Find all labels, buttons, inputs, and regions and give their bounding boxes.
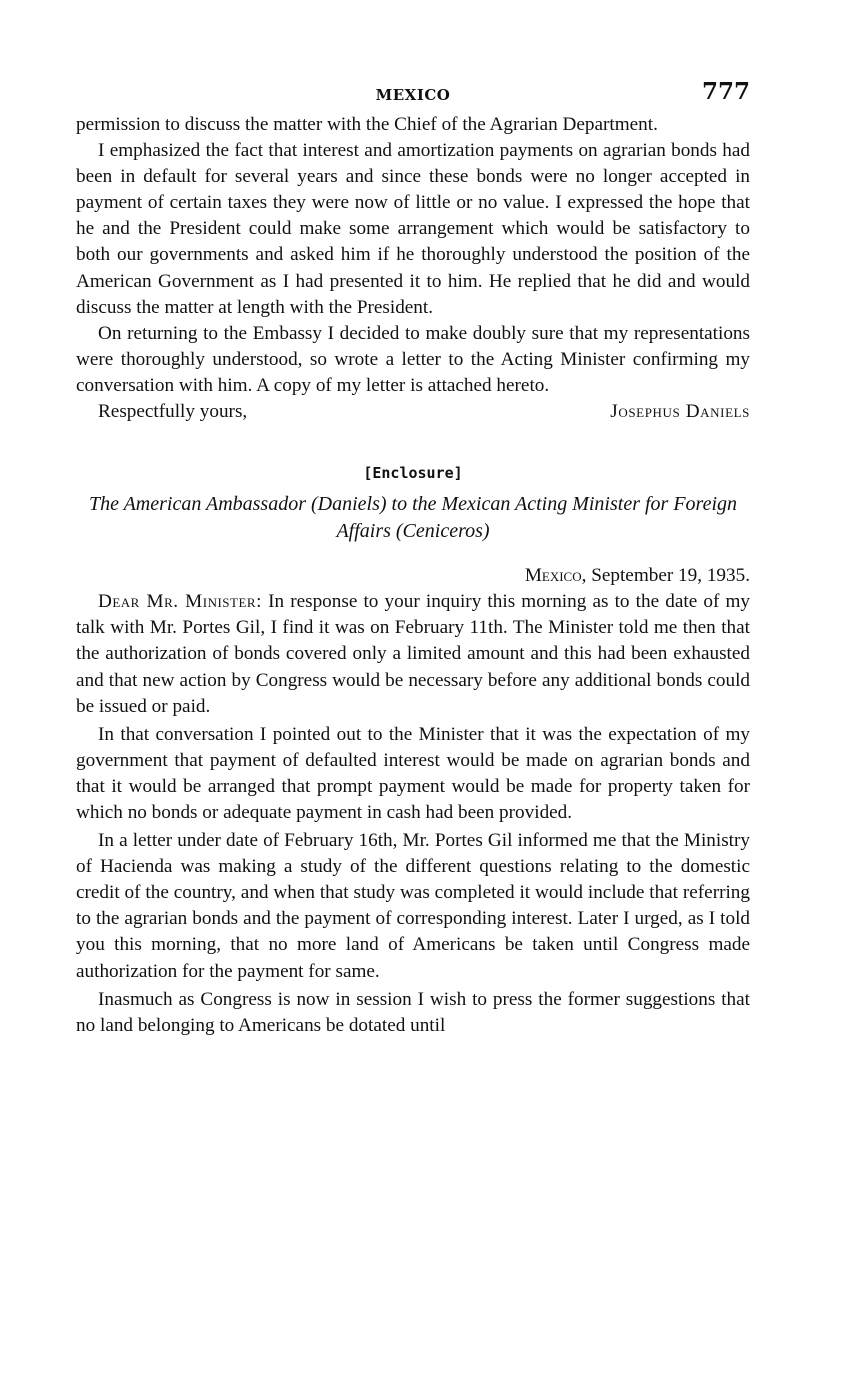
document-page [76, 78, 750, 1039]
running-head [76, 78, 750, 112]
dateline-place: Mexico, [524, 565, 587, 587]
first-paragraph-text: In response to your inquiry this morning as to the date of my talk with Mr. Portes Gil, I find it was on February 11th. The Minister told me then that the authorization of bonds covered only a limited amount and this had been exhausted and that new action by Congress would be necessary before any additional bonds could be issued or paid. [76, 591, 751, 717]
page-number: 777 [701, 78, 750, 105]
signer-name: Josephus Daniels [610, 401, 750, 423]
letter-paragraph: Inasmuch as Congress is now in session I wish to press the former suggestions that no land belonging to Americans be dotated until [76, 988, 750, 1036]
letter-paragraph: In that conversation I pointed out to the Minister that it was the expectation of my government that payment of defaulted interest would be made on agrarian bonds and that it would be arranged that prompt payment would be made for property taken for which no bonds or adequate payment in cash had been provided. [76, 723, 750, 823]
dateline [76, 563, 750, 589]
letter-paragraph: In a letter under date of February 16th, Mr. Portes Gil informed me that the Ministry of Hacienda was making a study of the different questions relating to the domestic credit of the country, and when that study was completed it would include that referring to the agrarian bonds and the payment of corresponding interest. Later I urged, as I told you this morning, that no more land of Americans be taken until Congress made authorization for the payment for same. [76, 830, 750, 982]
complimentary-close: Respectfully yours, [98, 401, 248, 423]
paragraph-emphasized: I emphasized the fact that interest and amortization payments on agrarian bonds had been in default for several years and since these bonds were no longer accepted in payment of certain taxes they were now of little or no value. I expressed the hope that he and the President could make some arrangement which would be satisfactory to both our governments and asked him if he thoroughly understood the position of the American Government as I had presented it to him. He replied that he did and would discuss the matter at length with the President. [76, 140, 750, 318]
running-title: MEXICO [375, 86, 451, 104]
paragraph-returning: On returning to the Embassy I decided to make doubly sure that my representations were thoroughly understood, so wrote a letter to the Acting Minister confirming my conversation with him. A copy of my letter is attached hereto. [76, 322, 750, 396]
salutation: Dear Mr. Minister: [98, 591, 262, 613]
signature-line [76, 399, 750, 425]
paragraph-continuation: permission to discuss the matter with the Chief of the Agrarian Department. [76, 114, 658, 135]
enclosure-label: [Enclosure] [363, 464, 463, 483]
document-title: The American Ambassador (Daniels) to the Mexican Acting Minister for Foreign Affairs (Ceniceros) [88, 493, 738, 543]
dateline-date: September 19, 1935. [591, 565, 750, 587]
letter-first-paragraph [76, 589, 750, 719]
